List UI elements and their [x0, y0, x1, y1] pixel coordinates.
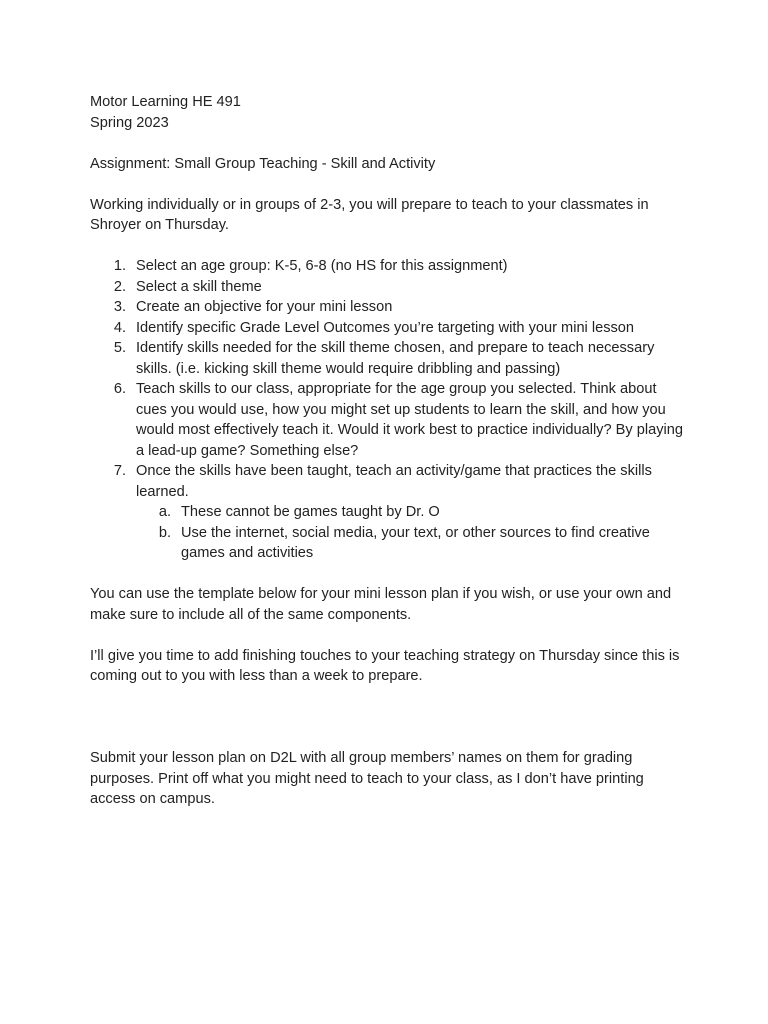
assignment-title: Assignment: Small Group Teaching - Skill and Activity [90, 155, 436, 172]
list-item [90, 277, 690, 298]
list-item-text: Select an age group: K-5, 6-8 (no HS for this assignment) [136, 258, 508, 274]
list-item [90, 256, 690, 277]
list-item-text: Teach skills to our class, appropriate for the age group you selected. Think about cues you would use, how you might set up students to learn the skill, and how you would most effectively teach it. Would it work best to practice individually? By playing a lead-up game? Something else? [136, 381, 683, 459]
steps-list [90, 256, 690, 564]
list-number: 7. [113, 463, 126, 479]
sub-steps-list [136, 502, 690, 564]
sub-list-item [136, 523, 690, 564]
course-title: Motor Learning HE 491 [90, 94, 241, 110]
sub-list-item [136, 502, 690, 523]
list-item [90, 318, 690, 339]
list-item-text: Create an objective for your mini lesson [136, 299, 393, 315]
list-item [90, 338, 690, 379]
list-item-text: Identify skills needed for the skill theme chosen, and prepare to teach necessary skills. (i.e. kicking skill theme would require dribbling and passing) [136, 340, 655, 377]
list-number: 1. [113, 258, 126, 274]
sub-list-item-text: Use the internet, social media, your text, or other sources to find creative games and activities [181, 524, 650, 561]
list-item [90, 297, 690, 318]
list-item [90, 379, 690, 461]
sub-list-number: b. [158, 524, 171, 541]
list-item [90, 461, 690, 564]
list-number: 5. [113, 340, 126, 356]
time-note: I’ll give you time to add finishing touches to your teaching strategy on Thursday since this is coming out to you with less than a week to prepare. [90, 647, 680, 684]
sub-list-number: a. [158, 504, 171, 520]
submit-note: Submit your lesson plan on D2L with all group members’ names on them for grading purposes. Print off what you might need to teach to your class, as I don’t have printing access on campus. [90, 750, 644, 807]
intro-paragraph: Working individually or in groups of 2-3, you will prepare to teach to your classmates in Shroyer on Thursday. [90, 196, 649, 233]
list-number: 6. [113, 381, 126, 397]
list-number: 2. [113, 278, 126, 295]
list-item-text: Select a skill theme [136, 278, 262, 295]
list-item-text: Once the skills have been taught, teach an activity/game that practices the skills learned. [136, 463, 652, 500]
template-note: You can use the template below for your mini lesson plan if you wish, or use your own and make sure to include all of the same components. [90, 586, 672, 623]
list-item-text: Identify specific Grade Level Outcomes you’re targeting with your mini lesson [136, 319, 635, 336]
sub-list-item-text: These cannot be games taught by Dr. O [181, 504, 440, 520]
document-page [90, 92, 690, 810]
list-number: 3. [113, 299, 126, 315]
term: Spring 2023 [90, 114, 169, 131]
list-number: 4. [113, 319, 126, 336]
